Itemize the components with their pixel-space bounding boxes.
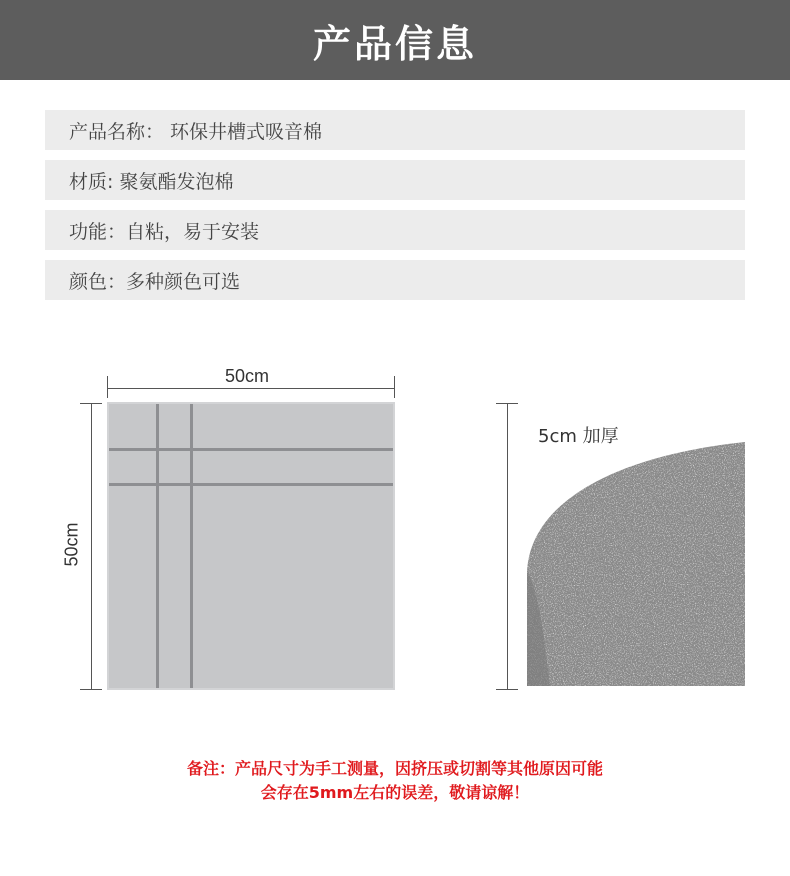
disclaimer-note bbox=[0, 757, 790, 805]
info-row-text: 颜色：多种颜色可选 bbox=[69, 270, 241, 293]
height-dimension-line bbox=[91, 403, 92, 690]
disclaimer-line-2: 会存在5mm左右的误差，敬请谅解！ bbox=[260, 783, 530, 802]
height-dimension-tick-top bbox=[80, 403, 102, 404]
foam-closeup-image bbox=[500, 400, 745, 692]
page-title: 产品信息 bbox=[312, 21, 477, 66]
width-dimension-label: 50cm bbox=[225, 366, 270, 386]
width-dimension-line bbox=[108, 388, 395, 389]
info-row-function bbox=[45, 210, 745, 250]
width-dimension-tick-left bbox=[107, 376, 108, 398]
height-dimension-tick-bottom bbox=[80, 689, 102, 690]
header-banner bbox=[0, 0, 790, 80]
info-row-name bbox=[45, 110, 745, 150]
width-dimension-tick-right bbox=[394, 376, 395, 398]
acoustic-panel-image bbox=[107, 402, 395, 690]
info-row-material bbox=[45, 160, 745, 200]
disclaimer-line-1: 备注：产品尺寸为手工测量，因挤压或切割等其他原因可能 bbox=[186, 759, 603, 778]
info-row-color bbox=[45, 260, 745, 300]
product-info-list bbox=[45, 110, 745, 310]
height-dimension-label: 50cm bbox=[61, 522, 82, 567]
thickness-label: 5cm 加厚 bbox=[538, 426, 619, 447]
info-row-text: 产品名称： 环保井槽式吸音棉 bbox=[69, 120, 323, 143]
info-row-text: 材质: 聚氨酯发泡棉 bbox=[69, 170, 234, 193]
panel-groove bbox=[109, 448, 393, 451]
panel-groove bbox=[190, 404, 193, 688]
panel-groove bbox=[109, 483, 393, 486]
info-row-text: 功能：自粘，易于安装 bbox=[69, 220, 260, 243]
panel-groove bbox=[156, 404, 159, 688]
